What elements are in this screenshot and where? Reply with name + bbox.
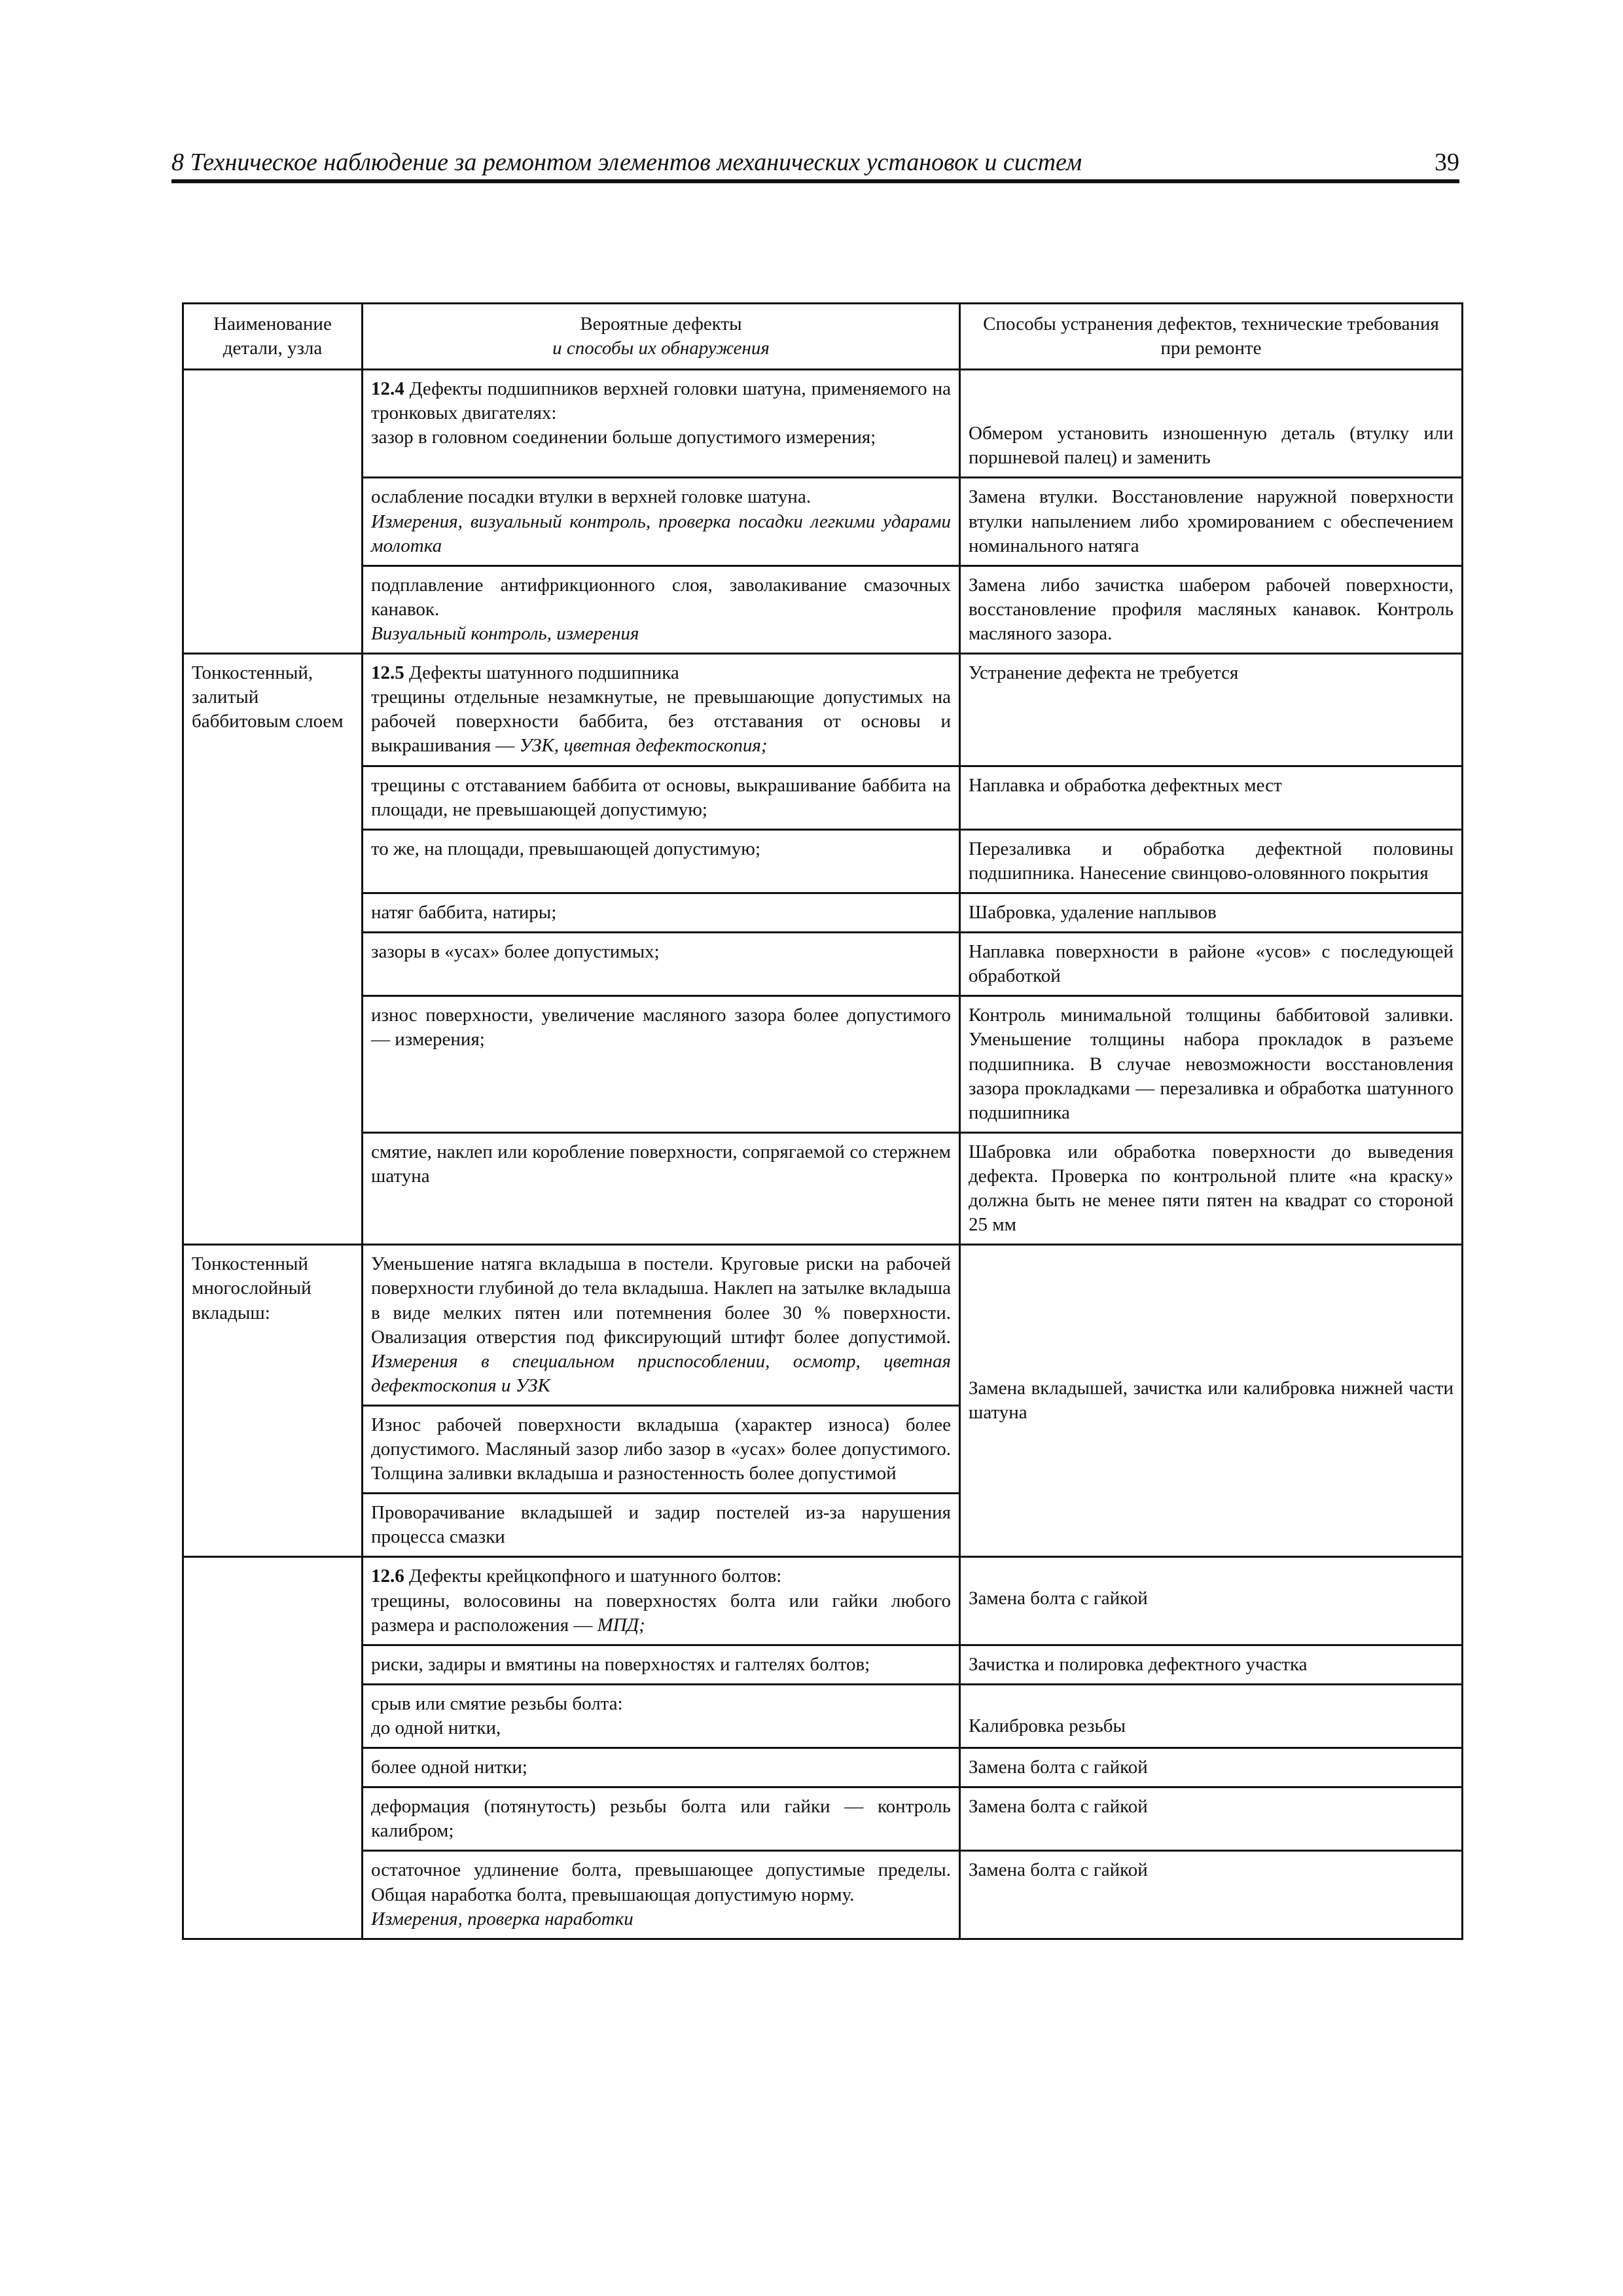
defect-text: трещины с отставанием баббита от основы, выкрашивание баббита на площади, не превышающей допустимую; bbox=[371, 774, 951, 820]
defect-text: Уменьшение натяга вкладыша в постели. Круговые риски на рабочей поверхности глубиной до тела вкладыша. Наклеп на затылке вкладыша в виде мелких пятен или потемнения более 30 % поверхности. Овализация отверстия под фиксирующий штифт более допустимой. bbox=[371, 1253, 951, 1348]
defect-text: Проворачивание вкладышей и задир постелей из-за нарушения процесса смазки bbox=[371, 1502, 951, 1548]
defect-cell bbox=[363, 829, 960, 893]
remedy-text: Зачистка и полировка дефектного участка bbox=[969, 1653, 1308, 1675]
remedy-text: Замена болта с гайкой bbox=[969, 1757, 1148, 1778]
remedy-cell bbox=[960, 829, 1463, 893]
table-row bbox=[183, 829, 1463, 893]
remedy-text: Замена болта с гайкой bbox=[969, 1796, 1148, 1818]
defect-text: натяг баббита, натиры; bbox=[371, 901, 557, 923]
table-row bbox=[183, 654, 1463, 766]
remedy-text: Контроль минимальной толщины баббитовой заливки. Уменьшение толщины набора прокладок в разъеме подшипника. В случае невозможности восстановления зазора прокладками — перезаливка и обработка шатунного подшипника bbox=[969, 1005, 1454, 1123]
defect-text: риски, задиры и вмятины на поверхностях и галтелях болтов; bbox=[371, 1653, 870, 1675]
part-cell-empty bbox=[183, 370, 363, 654]
table-row bbox=[183, 1645, 1463, 1684]
table-row bbox=[183, 996, 1463, 1133]
defect-text: смятие, наклеп или коробление поверхности, сопрягаемой со стержнем шатуна bbox=[371, 1141, 951, 1187]
table-row bbox=[183, 1787, 1463, 1851]
remedy-cell bbox=[960, 766, 1463, 829]
defect-text: износ поверхности, увеличение масляного зазора более допустимого — измерения; bbox=[371, 1005, 951, 1050]
header-remedies: Способы устранения дефектов, технические требования при ремонте bbox=[960, 304, 1463, 370]
detection-method: МПД; bbox=[597, 1614, 645, 1636]
section-title: Дефекты подшипников верхней головки шатуна, применяемого на тронковых двигателях: bbox=[371, 378, 951, 424]
remedy-text: Замена болта с гайкой bbox=[969, 1588, 1148, 1609]
remedy-text: Замена болта с гайкой bbox=[969, 1859, 1148, 1881]
defect-text: зазоры в «усах» более допустимых; bbox=[371, 941, 660, 963]
table-row bbox=[183, 933, 1463, 996]
table-row bbox=[183, 565, 1463, 653]
table-row bbox=[183, 1851, 1463, 1939]
defect-text: до одной нитки, bbox=[371, 1717, 501, 1739]
table-row bbox=[183, 1557, 1463, 1645]
table-row bbox=[183, 1748, 1463, 1787]
defect-text: более одной нитки; bbox=[371, 1757, 527, 1778]
defect-cell bbox=[363, 766, 960, 829]
detection-method: Визуальный контроль, измерения bbox=[371, 622, 639, 644]
defect-cell bbox=[363, 1132, 960, 1244]
defect-cell bbox=[363, 1557, 960, 1645]
remedy-text: Перезаливка и обработка дефектной половины подшипника. Нанесение свинцово-оловянного покрытия bbox=[969, 838, 1454, 884]
detection-method: Измерения, визуальный контроль, проверка посадки легкими ударами молотка bbox=[371, 511, 951, 556]
defect-text: зазор в головном соединении больше допустимого измерения; bbox=[371, 427, 876, 448]
part-cell bbox=[183, 1245, 363, 1557]
defect-cell bbox=[363, 370, 960, 478]
remedy-cell bbox=[960, 1684, 1463, 1748]
defect-cell bbox=[363, 893, 960, 932]
remedy-text: Обмером установить изношенную деталь (втулку или поршневой палец) и заменить bbox=[969, 423, 1454, 469]
table-row bbox=[183, 1245, 1463, 1406]
table-header-row bbox=[183, 304, 1463, 370]
remedy-text: Наплавка и обработка дефектных мест bbox=[969, 774, 1282, 796]
defect-cell bbox=[363, 1405, 960, 1493]
defect-cell bbox=[363, 933, 960, 996]
remedy-cell bbox=[960, 478, 1463, 565]
defect-cell bbox=[363, 478, 960, 565]
remedy-text: Замена втулки. Восстановление наружной поверхности втулки напылением либо хромированием с обеспечением номинального натяга bbox=[969, 486, 1454, 556]
defects-table bbox=[182, 302, 1463, 1940]
remedy-cell bbox=[960, 893, 1463, 932]
defect-text: ослабление посадки втулки в верхней головке шатуна. bbox=[371, 486, 812, 508]
defect-text: остаточное удлинение болта, превышающее допустимые пределы. Общая наработка болта, превышающая допустимую норму. bbox=[371, 1859, 951, 1905]
part-cell bbox=[183, 654, 363, 1245]
defect-cell bbox=[363, 1494, 960, 1557]
remedy-cell bbox=[960, 1132, 1463, 1244]
defect-cell bbox=[363, 1851, 960, 1939]
remedy-cell bbox=[960, 370, 1463, 478]
section-number: 12.6 bbox=[371, 1566, 404, 1587]
remedy-cell bbox=[960, 565, 1463, 653]
table-row bbox=[183, 766, 1463, 829]
defect-cell bbox=[363, 996, 960, 1133]
detection-method: Измерения, проверка наработки bbox=[371, 1908, 633, 1929]
remedy-text: Замена вкладышей, зачистка или калибровка нижней части шатуна bbox=[969, 1378, 1454, 1424]
defect-cell bbox=[363, 654, 960, 766]
page-number: 39 bbox=[1435, 149, 1459, 176]
defect-cell bbox=[363, 1645, 960, 1684]
defect-text: трещины, волосовины на поверхностях болта или гайки любого размера и расположения — bbox=[371, 1590, 951, 1636]
defect-cell bbox=[363, 1245, 960, 1406]
section-number: 12.5 bbox=[371, 662, 404, 684]
remedy-text: Шабровка, удаление наплывов bbox=[969, 901, 1217, 923]
page-header bbox=[171, 143, 1459, 183]
remedy-cell bbox=[960, 1787, 1463, 1851]
defect-text: подплавление антифрикционного слоя, заволакивание смазочных канавок. bbox=[371, 574, 951, 620]
table-row bbox=[183, 1132, 1463, 1244]
header-part-name: Наименование детали, узла bbox=[183, 304, 363, 370]
remedy-cell bbox=[960, 1851, 1463, 1939]
section-title: Дефекты шатунного подшипника bbox=[404, 662, 679, 684]
detection-method: Измерения в специальном приспособлении, осмотр, цветная дефектоскопия и УЗК bbox=[371, 1350, 951, 1396]
part-cell-empty bbox=[183, 1557, 363, 1939]
table-row bbox=[183, 1684, 1463, 1748]
remedy-cell bbox=[960, 996, 1463, 1133]
remedy-cell bbox=[960, 1645, 1463, 1684]
header-defects: Вероятные дефекты и способы их обнаружения bbox=[363, 304, 960, 370]
defect-cell bbox=[363, 1748, 960, 1787]
remedy-cell bbox=[960, 1748, 1463, 1787]
remedy-cell bbox=[960, 1245, 1463, 1557]
table-row bbox=[183, 478, 1463, 565]
detection-method: УЗК, цветная дефектоскопия; bbox=[519, 735, 768, 757]
part-name: Тонкостенный, залитый баббитовым слоем bbox=[192, 662, 344, 732]
defect-text: трещины отдельные незамкнутые, не превышающие допустимых на рабочей поверхности баббита, без отставания от основы и выкрашивания — bbox=[371, 687, 951, 757]
remedy-cell bbox=[960, 1557, 1463, 1645]
defect-cell bbox=[363, 1787, 960, 1851]
remedy-cell bbox=[960, 654, 1463, 766]
remedy-text: Наплавка поверхности в районе «усов» с последующей обработкой bbox=[969, 941, 1454, 987]
defect-text: то же, на площади, превышающей допустимую; bbox=[371, 838, 760, 859]
section-number: 12.4 bbox=[371, 378, 404, 400]
part-name: Тонкостенный многослойный вкладыш: bbox=[192, 1253, 312, 1323]
defect-text: Износ рабочей поверхности вкладыша (характер износа) более допустимого. Масляный зазор либо зазор в «усах» более допустимого. Толщина заливки вкладыша и разностенность более допустимой bbox=[371, 1414, 951, 1484]
table-row bbox=[183, 893, 1463, 932]
defect-cell bbox=[363, 1684, 960, 1748]
defect-text: срыв или смятие резьбы болта: bbox=[371, 1693, 623, 1714]
section-title: Дефекты крейцкопфного и шатунного болтов: bbox=[404, 1566, 782, 1587]
remedy-text: Устранение дефекта не требуется bbox=[969, 662, 1239, 684]
defect-cell bbox=[363, 565, 960, 653]
remedy-text: Замена либо зачистка шабером рабочей поверхности, восстановление профиля масляных канавок. Контроль масляного зазора. bbox=[969, 574, 1454, 644]
remedy-text: Калибровка резьбы bbox=[969, 1715, 1126, 1736]
remedy-cell bbox=[960, 933, 1463, 996]
running-title: 8 Техническое наблюдение за ремонтом элементов механических установок и систем bbox=[171, 149, 1082, 176]
remedy-text: Шабровка или обработка поверхности до выведения дефекта. Проверка по контрольной плите «на краску» должна быть не менее пяти пятен на квадрат со стороной 25 мм bbox=[969, 1141, 1454, 1236]
defect-text: деформация (потянутость) резьбы болта или гайки — контроль калибром; bbox=[371, 1796, 951, 1842]
table-row bbox=[183, 370, 1463, 478]
